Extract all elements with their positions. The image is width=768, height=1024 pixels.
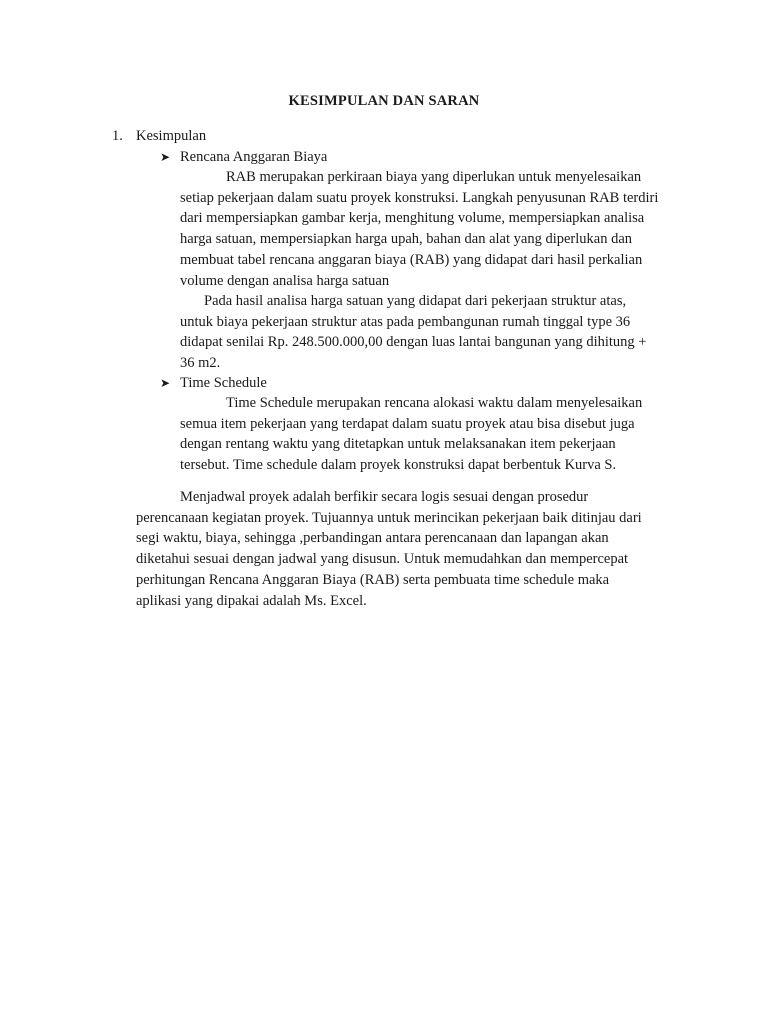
bullet-label-rab: Rencana Anggaran Biaya <box>180 149 328 165</box>
section-label: Kesimpulan <box>136 128 207 144</box>
paragraph-line: setiap pekerjaan dalam suatu proyek konstruksi. Langkah penyusunan RAB terdiri <box>180 189 659 206</box>
paragraph-line: segi waktu, biaya, sehingga ,perbandingan antara perencanaan dan lapangan akan <box>136 530 609 547</box>
paragraph-line: didapat senilai Rp. 248.500.000,00 dengan luas lantai bangunan yang dihitung + <box>180 334 647 351</box>
paragraph-line: diketahui sesuai dengan jadwal yang disusun. Untuk memudahkan dan mempercepat <box>136 551 629 568</box>
paragraph-line: Pada hasil analisa harga satuan yang didapat dari pekerjaan struktur atas, <box>204 293 627 309</box>
bullet-time-schedule <box>160 373 267 394</box>
section-number: 1. <box>112 128 123 144</box>
paragraph-line: harga satuan, mempersiapkan harga upah, bahan dan alat yang diperlukan dan <box>180 231 633 248</box>
page-title: KESIMPULAN DAN SARAN <box>288 93 480 109</box>
paragraph-line: Time Schedule merupakan rencana alokasi waktu dalam menyelesaikan <box>226 395 643 411</box>
bullet-rab <box>160 147 327 168</box>
bullet-label-time-schedule: Time Schedule <box>180 375 267 391</box>
arrow-bullet-icon: ➤ <box>160 376 171 390</box>
paragraph-line: Menjadwal proyek adalah berfikir secara logis sesuai dengan prosedur <box>180 489 589 505</box>
paragraph-line: perencanaan kegiatan proyek. Tujuannya untuk merincikan pekerjaan baik ditinjau dari <box>136 509 642 526</box>
paragraph-rab <box>180 167 670 291</box>
paragraph-line: 36 m2. <box>180 355 221 372</box>
paragraph-line: dari mempersiapkan gambar kerja, menghitung volume, mempersiapkan analisa <box>180 210 645 227</box>
paragraph-line: RAB merupakan perkiraan biaya yang diperlukan untuk menyelesaikan <box>226 169 642 185</box>
paragraph-line: perhitungan Rencana Anggaran Biaya (RAB) serta pembuata time schedule maka <box>136 571 610 588</box>
paragraph-line: tersebut. Time schedule dalam proyek konstruksi dapat berbentuk Kurva S. <box>180 457 617 474</box>
paragraph-line: membuat tabel rencana anggaran biaya (RAB) yang didapat dari hasil perkalian <box>180 251 643 268</box>
paragraph-line: untuk biaya pekerjaan struktur atas pada pembangunan rumah tinggal type 36 <box>180 313 631 330</box>
arrow-bullet-icon: ➤ <box>160 150 171 164</box>
paragraph-line: semua item pekerjaan yang terdapat dalam suatu proyek atau bisa disebut juga <box>180 415 635 432</box>
paragraph-line: aplikasi yang dipakai adalah Ms. Excel. <box>136 592 367 609</box>
section-kesimpulan <box>112 126 206 147</box>
paragraph-line: volume dengan analisa harga satuan <box>180 272 390 289</box>
paragraph-line: dengan rentang waktu yang ditetapkan untuk melaksanakan item pekerjaan <box>180 436 616 453</box>
paragraph-time-schedule <box>180 393 670 476</box>
paragraph-hasil-analisa <box>180 291 670 374</box>
paragraph-closing <box>136 487 676 611</box>
